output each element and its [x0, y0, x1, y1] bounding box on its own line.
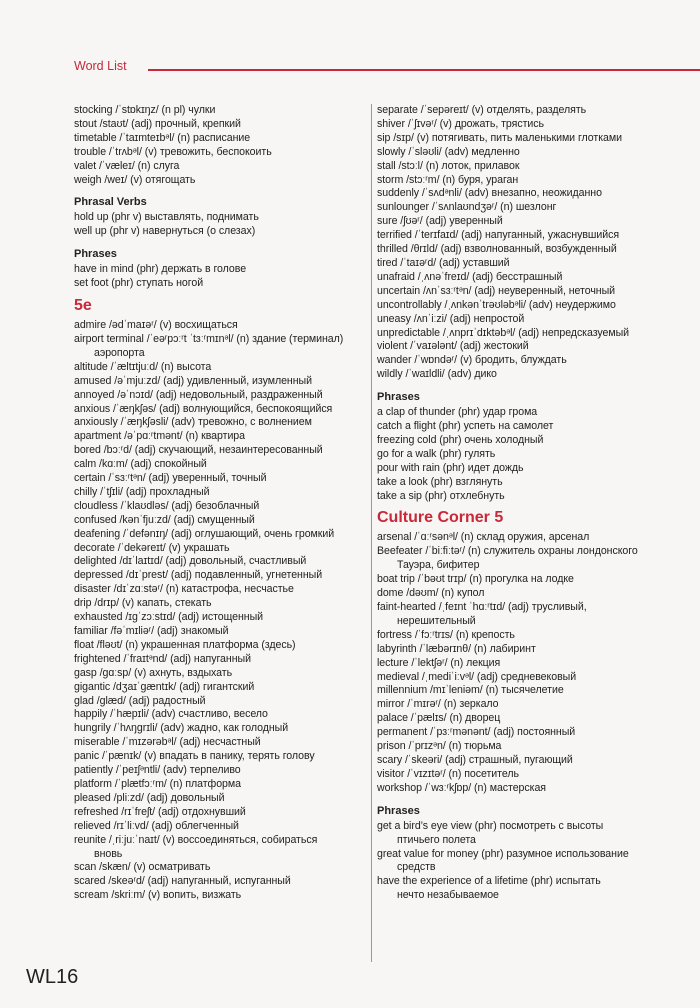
word-entry: sip /sɪp/ (v) потягивать, пить маленькими глотками	[377, 131, 622, 144]
word-entry: palace /ˈpælɪs/ (n) дворец	[377, 712, 501, 725]
entry-continuation: нерешительный	[397, 614, 476, 627]
word-entry: tired /ˈtaɪəʳd/ (adj) уставший	[377, 256, 510, 269]
word-entry: trouble /ˈtrʌbᵊl/ (v) тревожить, беспокоить	[74, 145, 272, 158]
word-entry: calm /kɑːm/ (adj) спокойный	[74, 458, 207, 471]
word-entry: panic /ˈpænɪk/ (v) впадать в панику, терять голову	[74, 750, 315, 763]
entry-continuation: вновь	[94, 847, 123, 860]
word-entry: hold up (phr v) выставлять, поднимать	[74, 211, 259, 224]
entry-continuation: Тауэра, бифитер	[397, 559, 480, 572]
word-entry: have in mind (phr) держать в голове	[74, 263, 247, 276]
word-list-entries	[74, 319, 370, 903]
word-entry: shiver /ˈʃɪvəʳ/ (v) дрожать, трястись	[377, 117, 544, 130]
word-entry: sunlounger /ˈsʌnlaʊndʒəʳ/ (n) шезлонг	[377, 201, 557, 214]
word-entry: take a look (phr) взглянуть	[377, 475, 503, 488]
section-heading: Phrases	[377, 391, 420, 404]
word-entry: sure /ʃʊəʳ/ (adj) уверенный	[377, 215, 503, 228]
word-entry: terrified /ˈterɪfaɪd/ (adj) напуганный, ужаснувшийся	[377, 229, 620, 242]
section-heading: Phrases	[74, 248, 117, 261]
word-entry: thrilled /θrɪld/ (adj) взволнованный, возбужденный	[377, 243, 617, 256]
word-entry: scared /skeəʳd/ (adj) напуганный, испуганный	[74, 875, 291, 888]
word-entry: freezing cold (phr) очень холодный	[377, 433, 544, 446]
word-entry: permanent /ˈpɜːʳmənənt/ (adj) постоянный	[377, 726, 576, 739]
word-entry: anxious /ˈæŋkʃəs/ (adj) волнующийся, беспокоящийся	[74, 402, 333, 415]
word-entry: a clap of thunder (phr) удар грома	[377, 406, 538, 419]
word-entry: go for a walk (phr) гулять	[377, 447, 496, 460]
word-entry: prison /ˈprɪzᵊn/ (n) тюрьма	[377, 740, 502, 753]
word-entry: scan /skæn/ (v) осматривать	[74, 861, 211, 874]
word-entry: airport terminal /ˈeəʳpɔːʳt ˈtɜːʳmɪnᵊl/ (n) здание (терминал)	[74, 332, 344, 345]
column-divider	[371, 104, 372, 962]
word-entry: decorate /ˈdekəreɪt/ (v) украшать	[74, 541, 230, 554]
word-entry: drip /drɪp/ (v) капать, стекать	[74, 597, 212, 610]
word-entry: altitude /ˈæltɪtjuːd/ (n) высота	[74, 360, 212, 373]
word-entry: amused /əˈmjuːzd/ (adj) удивленный, изумленный	[74, 374, 312, 387]
word-entry: gasp /gɑːsp/ (v) ахнуть, вздыхать	[74, 666, 233, 679]
word-entry: apartment /əˈpɑːʳtmənt/ (n) квартира	[74, 430, 245, 443]
section-heading: Phrasal Verbs	[74, 196, 147, 209]
word-entry: gigantic /dʒaɪˈgæntɪk/ (adj) гигантский	[74, 680, 255, 693]
word-entry: pour with rain (phr) идет дождь	[377, 461, 524, 474]
word-list-entries	[74, 104, 370, 187]
word-entry: confused /kənˈfjuːzd/ (adj) смущенный	[74, 513, 255, 526]
word-entry: fortress /ˈfɔːʳtrɪs/ (n) крепость	[377, 628, 515, 641]
word-entry: miserable /ˈmɪzərəbᵊl/ (adj) несчастный	[74, 736, 261, 749]
word-entry: take a sip (phr) отхлебнуть	[377, 489, 505, 502]
word-list-entries	[377, 820, 677, 903]
word-entry: cloudless /ˈklaʊdləs/ (adj) безоблачный	[74, 499, 260, 512]
word-entry: glad /glæd/ (adj) радостный	[74, 694, 206, 707]
word-entry: faint-hearted /ˌfeɪnt ˈhɑːʳtɪd/ (adj) трусливый,	[377, 601, 587, 613]
word-entry: separate /ˈsepəreɪt/ (v) отделять, разделять	[377, 104, 587, 116]
entry-continuation: птичьего полета	[397, 833, 476, 846]
word-entry: mirror /ˈmɪrəʳ/ (n) зеркало	[377, 698, 499, 711]
word-entry: weigh /weɪ/ (v) отягощать	[74, 173, 196, 186]
entry-continuation: нечто незабываемое	[397, 889, 499, 902]
word-entry: millennium /mɪˈleniəm/ (n) тысячелетие	[377, 684, 564, 697]
word-list-entries	[377, 104, 677, 382]
word-entry: uneasy /ʌnˈiːzi/ (adj) непростой	[377, 312, 525, 325]
word-entry: uncertain /ʌnˈsɜːʳtᵊn/ (adj) неуверенный, неточный	[377, 284, 616, 297]
word-entry: violent /ˈvaɪələnt/ (adj) жестокий	[377, 340, 529, 353]
left-column	[74, 104, 370, 903]
word-entry: certain /ˈsɜːʳtᵊn/ (adj) уверенный, точный	[74, 472, 267, 485]
word-entry: slowly /ˈsləʊli/ (adv) медленно	[377, 145, 520, 158]
word-entry: storm /stɔːʳm/ (n) буря, ураган	[377, 173, 519, 186]
word-entry: happily /ˈhæpɪli/ (adv) счастливо, весело	[74, 708, 268, 721]
word-entry: have the experience of a lifetime (phr) испытать	[377, 875, 601, 888]
unit-heading: 5e	[74, 297, 92, 315]
word-entry: hungrily /ˈhʌŋgrɪli/ (adv) жадно, как голодный	[74, 722, 289, 735]
word-entry: labyrinth /ˈlæbərɪnθ/ (n) лабиринт	[377, 642, 536, 655]
word-entry: unafraid /ˌʌnəˈfreɪd/ (adj) бесстрашный	[377, 270, 563, 283]
word-entry: catch a flight (phr) успеть на самолет	[377, 420, 554, 433]
word-entry: great value for money (phr) разумное использование	[377, 847, 629, 860]
word-entry: frightened /ˈfraɪtᵊnd/ (adj) напуганный	[74, 652, 251, 665]
word-entry: float /fləʊt/ (n) украшенная платформа (здесь)	[74, 638, 296, 651]
word-entry: anxiously /ˈæŋkʃəsli/ (adv) тревожно, с волнением	[74, 416, 312, 429]
header-rule	[148, 69, 700, 71]
word-entry: stout /staʊt/ (adj) прочный, крепкий	[74, 117, 241, 130]
word-entry: admire /ədˈmaɪəʳ/ (v) восхищаться	[74, 319, 238, 332]
word-entry: arsenal /ˈɑːʳsənᵊl/ (n) склад оружия, арсенал	[377, 531, 590, 544]
word-list-entries	[377, 406, 677, 503]
word-entry: Beefeater /ˈbiːfiːtəʳ/ (n) служитель охраны лондонского	[377, 545, 638, 558]
word-entry: well up (phr v) навернуться (о слезах)	[74, 225, 256, 238]
right-column	[377, 104, 677, 903]
word-entry: reunite /ˌriːjuːˈnaɪt/ (v) воссоединяться, собираться	[74, 833, 318, 846]
word-entry: get a bird’s eye view (phr) посмотреть с высоты	[377, 819, 604, 832]
word-entry: refreshed /rɪˈfreʃt/ (adj) отдохнувший	[74, 805, 246, 818]
word-entry: pleased /pliːzd/ (adj) довольный	[74, 791, 225, 804]
word-entry: unpredictable /ˌʌnprɪˈdɪktəbᵊl/ (adj) непредсказуемый	[377, 326, 630, 339]
word-list-entries	[74, 211, 370, 239]
word-entry: wildly /ˈwaɪldli/ (adv) дико	[377, 368, 497, 381]
word-entry: set foot (phr) ступать ногой	[74, 277, 204, 290]
word-entry: deafening /ˈdefənɪŋ/ (adj) оглушающий, очень громкий	[74, 527, 335, 540]
unit-heading: Culture Corner 5	[377, 509, 504, 527]
word-entry: disaster /dɪˈzɑːstəʳ/ (n) катастрофа, несчастье	[74, 583, 294, 596]
word-entry: medieval /ˌmediˈiːvᵊl/ (adj) средневековый	[377, 670, 577, 683]
entry-continuation: аэропорта	[94, 346, 145, 359]
word-entry: suddenly /ˈsʌdᵊnli/ (adv) внезапно, неожиданно	[377, 187, 602, 200]
word-entry: timetable /ˈtaɪmteɪbᵊl/ (n) расписание	[74, 131, 251, 144]
word-entry: workshop /ˈwɜːʳkʃɒp/ (n) мастерская	[377, 781, 546, 794]
word-entry: delighted /dɪˈlaɪtɪd/ (adj) довольный, счастливый	[74, 555, 307, 568]
word-entry: scream /skriːm/ (v) вопить, визжать	[74, 889, 242, 902]
page-number: WL16	[26, 966, 79, 988]
word-entry: platform /ˈplætfɔːʳm/ (n) платформа	[74, 777, 241, 790]
word-entry: visitor /ˈvɪzɪtəʳ/ (n) посетитель	[377, 767, 519, 780]
word-entry: exhausted /ɪgˈzɔːstɪd/ (adj) истощенный	[74, 611, 264, 624]
word-entry: scary /ˈskeəri/ (adj) страшный, пугающий	[377, 753, 573, 766]
word-entry: depressed /dɪˈprest/ (adj) подавленный, угнетенный	[74, 569, 323, 582]
word-list-entries	[377, 531, 677, 795]
word-entry: uncontrollably /ˌʌnkənˈtrəʊləbᵊli/ (adv) неудержимо	[377, 298, 616, 311]
word-entry: wander /ˈwɒndəʳ/ (v) бродить, блуждать	[377, 354, 567, 367]
word-entry: patiently /ˈpeɪʃᵊntli/ (adv) терпеливо	[74, 764, 241, 777]
word-entry: valet /ˈvæleɪ/ (n) слуга	[74, 159, 180, 172]
word-list-entries	[74, 263, 370, 291]
word-entry: stall /stɔːl/ (n) лоток, прилавок	[377, 159, 520, 172]
section-heading: Phrases	[377, 804, 420, 817]
word-entry: chilly /ˈtʃɪli/ (adj) прохладный	[74, 485, 210, 498]
word-entry: relieved /rɪˈliːvd/ (adj) облегченный	[74, 819, 239, 832]
word-entry: bored /bɔːʳd/ (adj) скучающий, незаинтересованный	[74, 444, 323, 457]
word-entry: stocking /ˈstɒkɪŋz/ (n pl) чулки	[74, 104, 216, 116]
word-entry: annoyed /əˈnɔɪd/ (adj) недовольный, раздраженный	[74, 388, 323, 401]
word-entry: lecture /ˈlektʃəʳ/ (n) лекция	[377, 656, 501, 669]
word-entry: familiar /fəˈmɪliəʳ/ (adj) знакомый	[74, 625, 229, 637]
header-title: Word List	[74, 59, 127, 73]
word-entry: dome /dəʊm/ (n) купол	[377, 587, 485, 600]
entry-continuation: средств	[397, 861, 436, 874]
word-entry: boat trip /ˈbəʊt trɪp/ (n) прогулка на лодке	[377, 573, 574, 586]
